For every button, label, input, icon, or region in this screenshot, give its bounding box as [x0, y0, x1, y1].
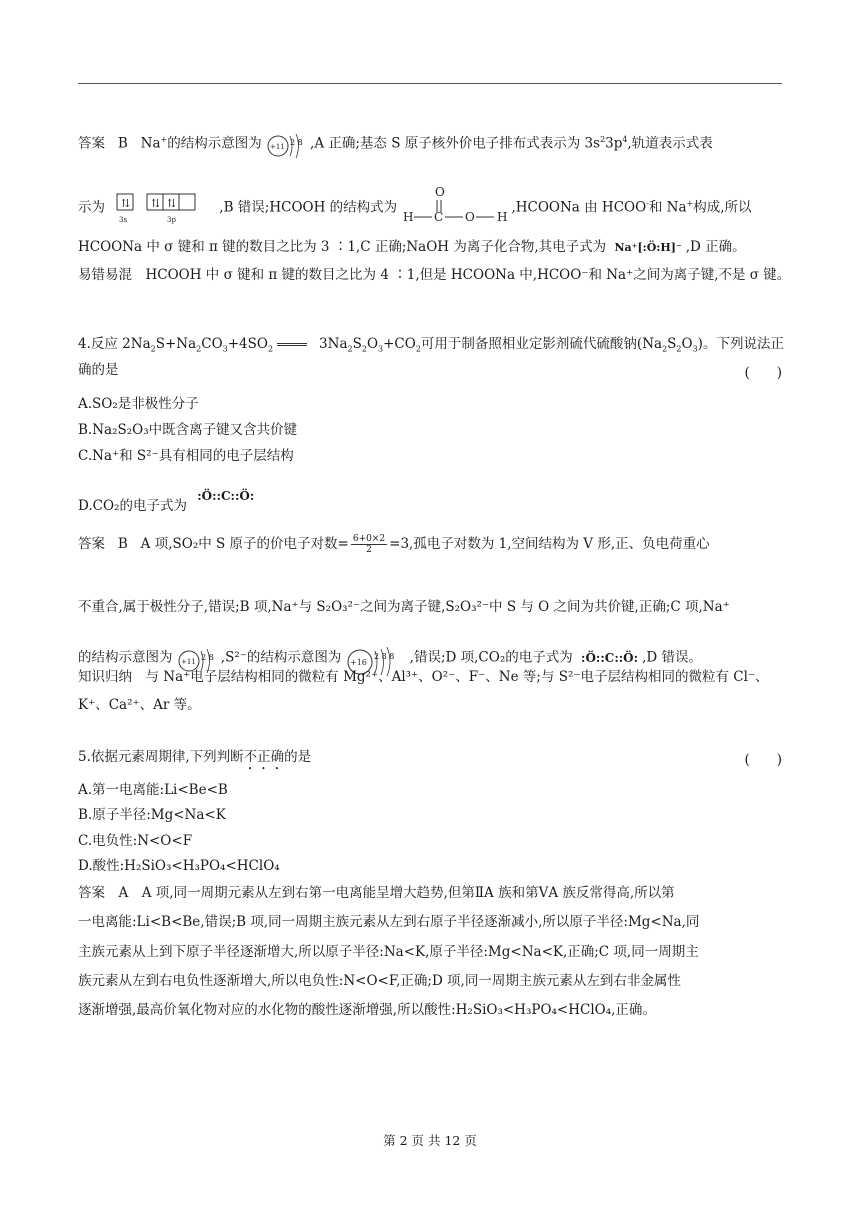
- q3-answer-line-2: [78, 184, 782, 232]
- text: ,轨道表示式表: [627, 135, 713, 152]
- q5-answer-paren: ( ): [744, 752, 782, 768]
- text: ,错误;D 项,CO₂的电子式为: [409, 649, 573, 666]
- text: 的是: [284, 749, 312, 765]
- hcooh-structure-formula: [401, 184, 511, 232]
- na-shell-label-2: 2 8: [200, 653, 214, 662]
- q3-tip-line: [78, 266, 791, 284]
- q5-answer-line-4: 族元素从左到右电负性逐渐增大,所以电负性:N<O<F,正确;D 项,同一周期主族元素从左到右非金属性: [78, 973, 681, 989]
- struct-O-top: O: [435, 185, 446, 199]
- text: 的结构示意图为: [167, 135, 262, 152]
- text: ,S²⁻的结构示意图为: [220, 649, 342, 666]
- fraction: [351, 534, 387, 555]
- co2-electron-formula-answer: :Ö::C::Ö:: [581, 650, 639, 665]
- q5-stem: [78, 748, 782, 773]
- header-rule: [78, 83, 782, 84]
- text: D.CO₂的电子式为: [78, 498, 187, 514]
- q4-option-b: B.Na₂S₂O₃中既含离子键又含共价键: [78, 422, 298, 438]
- text: S+Na: [155, 336, 197, 352]
- q3-answer-line-3: [78, 238, 782, 257]
- orbital-3p-label: 3p: [167, 216, 177, 224]
- q5-option-c: C.电负性:N<O<F: [78, 833, 193, 849]
- text: 3Na: [319, 336, 348, 352]
- q4-answer-line-1: [78, 534, 782, 555]
- text: ,D 正确。: [685, 239, 746, 255]
- q4-option-c: C.Na⁺和 S²⁻具有相同的电子层结构: [78, 448, 294, 464]
- text: HCOONa 中 σ 键和 π 键的数目之比为 3 ∶1,C 正确;NaOH 为离子化合物,其电子式为: [78, 239, 607, 255]
- text: 4.反应 2Na: [78, 336, 151, 352]
- q5-answer-line-2: 一电离能:Li<B<Be,错误;B 项,同一周期主族元素从左到右原子半径逐渐减小,所以原子半径:Mg<Na,同: [78, 914, 700, 930]
- sup: 2: [600, 135, 606, 144]
- struct-H-left: H: [403, 210, 414, 224]
- text: 和 Na: [648, 199, 687, 216]
- s-shell-label: 2 8 8: [373, 652, 395, 661]
- fraction-denominator: 2: [366, 545, 372, 555]
- q5-option-b: B.原子半径:Mg<Na<K: [78, 807, 226, 823]
- text: 构成,所以: [693, 199, 752, 216]
- q5-answer-line-3: 主族元素从上到下原子半径逐渐增大,所以原子半径:Na<K,原子半径:Mg<Na<K,正确;C 项,同一周期主: [78, 944, 699, 960]
- na-shell-label: 2 8: [290, 138, 303, 147]
- page-footer: 第 2 页 共 12 页: [383, 1133, 477, 1148]
- sup: +: [686, 199, 694, 208]
- svg-text:⇅: ⇅: [151, 197, 161, 210]
- emphasis-text: 不正确: [243, 749, 285, 765]
- text: =3,孤电子对数为 1,空间结构为 V 形,正、负电荷重心: [389, 536, 710, 552]
- answer-label: 答案: [78, 536, 105, 552]
- text: S: [667, 336, 677, 352]
- q4-option-a: A.SO₂是非极性分子: [78, 396, 199, 412]
- co2-electron-formula-option: :Ö::C::Ö:: [197, 489, 255, 503]
- q4-answer-paren: ( ): [744, 365, 782, 381]
- text: 3p: [605, 135, 623, 152]
- q4-stem-line-2: [78, 361, 782, 379]
- q5-answer-line-5: 逐渐增强,最高价氧化物对应的水化物的酸性逐渐增强,所以酸性:H₂SiO₃<H₃PO₄<HClO₄,正确。: [78, 1002, 656, 1018]
- q5-answer-line-1: 答案 A A 项,同一周期元素从左到右第一电离能呈增大趋势,但第ⅡA 族和第ⅤA 族反常得高,所以第: [78, 885, 675, 901]
- orbital-3s-label: 3s: [119, 216, 128, 224]
- answer-letter: B: [117, 135, 128, 152]
- q4-knowledge-line-2: K⁺、Ca²⁺、Ar 等。: [78, 697, 201, 713]
- text: Na: [140, 135, 161, 152]
- text: 确的是: [78, 362, 119, 378]
- fraction-numerator: 6+0×2: [352, 534, 386, 544]
- sup: +: [160, 135, 168, 144]
- text: +CO: [383, 336, 416, 352]
- text: CO: [201, 336, 223, 352]
- text: ,HCOONa 由 HCOO: [511, 199, 647, 216]
- text: ,D 错误。: [642, 649, 702, 666]
- text: ,B 错误;HCOOH 的结构式为: [219, 199, 398, 216]
- naoh-electron-formula: Na⁺[:Ö:H]⁻: [614, 241, 682, 254]
- text: O: [681, 336, 693, 352]
- text: 示为: [78, 199, 105, 216]
- text: 5.依据元素周期律,下列判断: [78, 749, 244, 765]
- text: ,A 正确;基态 S 原子核外价电子排布式表示为 3s: [310, 135, 601, 152]
- answer-label: 答案: [78, 135, 105, 152]
- struct-H-right: H: [497, 210, 508, 224]
- tip-text: 易错易混 HCOOH 中 σ 键和 π 键的数目之比为 4 ∶1,但是 HCOONa 中,HCOO⁻和 Na⁺之间为离子键,不是 σ 键。: [78, 267, 791, 283]
- q3-answer-line-1: [78, 128, 782, 160]
- text: A 项,SO₂中 S 原子的价电子对数=: [140, 536, 349, 552]
- text: )。下列说法正: [697, 336, 784, 352]
- answer-letter: B: [117, 536, 128, 552]
- q4-knowledge-line-1: 知识归纳 与 Na⁺电子层结构相同的微粒有 Mg²⁺、Al³⁺、O²⁻、F⁻、Ne 等;与 S²⁻电子层结构相同的微粒有 Cl⁻、: [78, 669, 769, 685]
- na-ion-structure-diagram: [266, 128, 310, 160]
- q5-option-a: A.第一电离能:Li<Be<B: [78, 782, 228, 798]
- sup: -: [646, 199, 649, 208]
- sup: 4: [622, 135, 628, 144]
- text: 的结构示意图为: [78, 649, 173, 666]
- q4-answer-line-2: 不重合,属于极性分子,错误;B 项,Na⁺与 S₂O₃²⁻之间为离子键,S₂O₃²⁻中 S 与 O 之间为共价键,正确;C 项,Na⁺: [78, 599, 730, 615]
- s-orbital-diagram: [109, 190, 219, 226]
- struct-C: C: [434, 210, 444, 224]
- q4-stem-line-1: 4.反应 $2Na_2S+Na_2CO_3+4SO_2$ $3Na_2S_2O_3+CO_2$可用于制备照相业定影剂硫代硫酸钠$(Na_2S_2O_3)$。下列说法正: [78, 336, 784, 354]
- struct-O-right: O: [465, 210, 476, 224]
- text: O: [366, 336, 379, 352]
- equals-sign: [277, 343, 307, 346]
- na-nucleus-label-2: +11: [180, 658, 196, 666]
- q4-option-d: [78, 489, 782, 515]
- text: 可用于制备照相业定影剂硫代硫酸钠(Na: [420, 336, 663, 352]
- text: +4SO: [227, 336, 268, 352]
- s-nucleus-label: +16: [349, 658, 367, 667]
- na-nucleus-label: +11: [270, 143, 285, 151]
- text: S: [352, 336, 362, 352]
- svg-text:⇅: ⇅: [121, 197, 131, 210]
- svg-text:⇅: ⇅: [167, 197, 177, 210]
- q5-option-d: D.酸性:H₂SiO₃<H₃PO₄<HClO₄: [78, 858, 280, 874]
